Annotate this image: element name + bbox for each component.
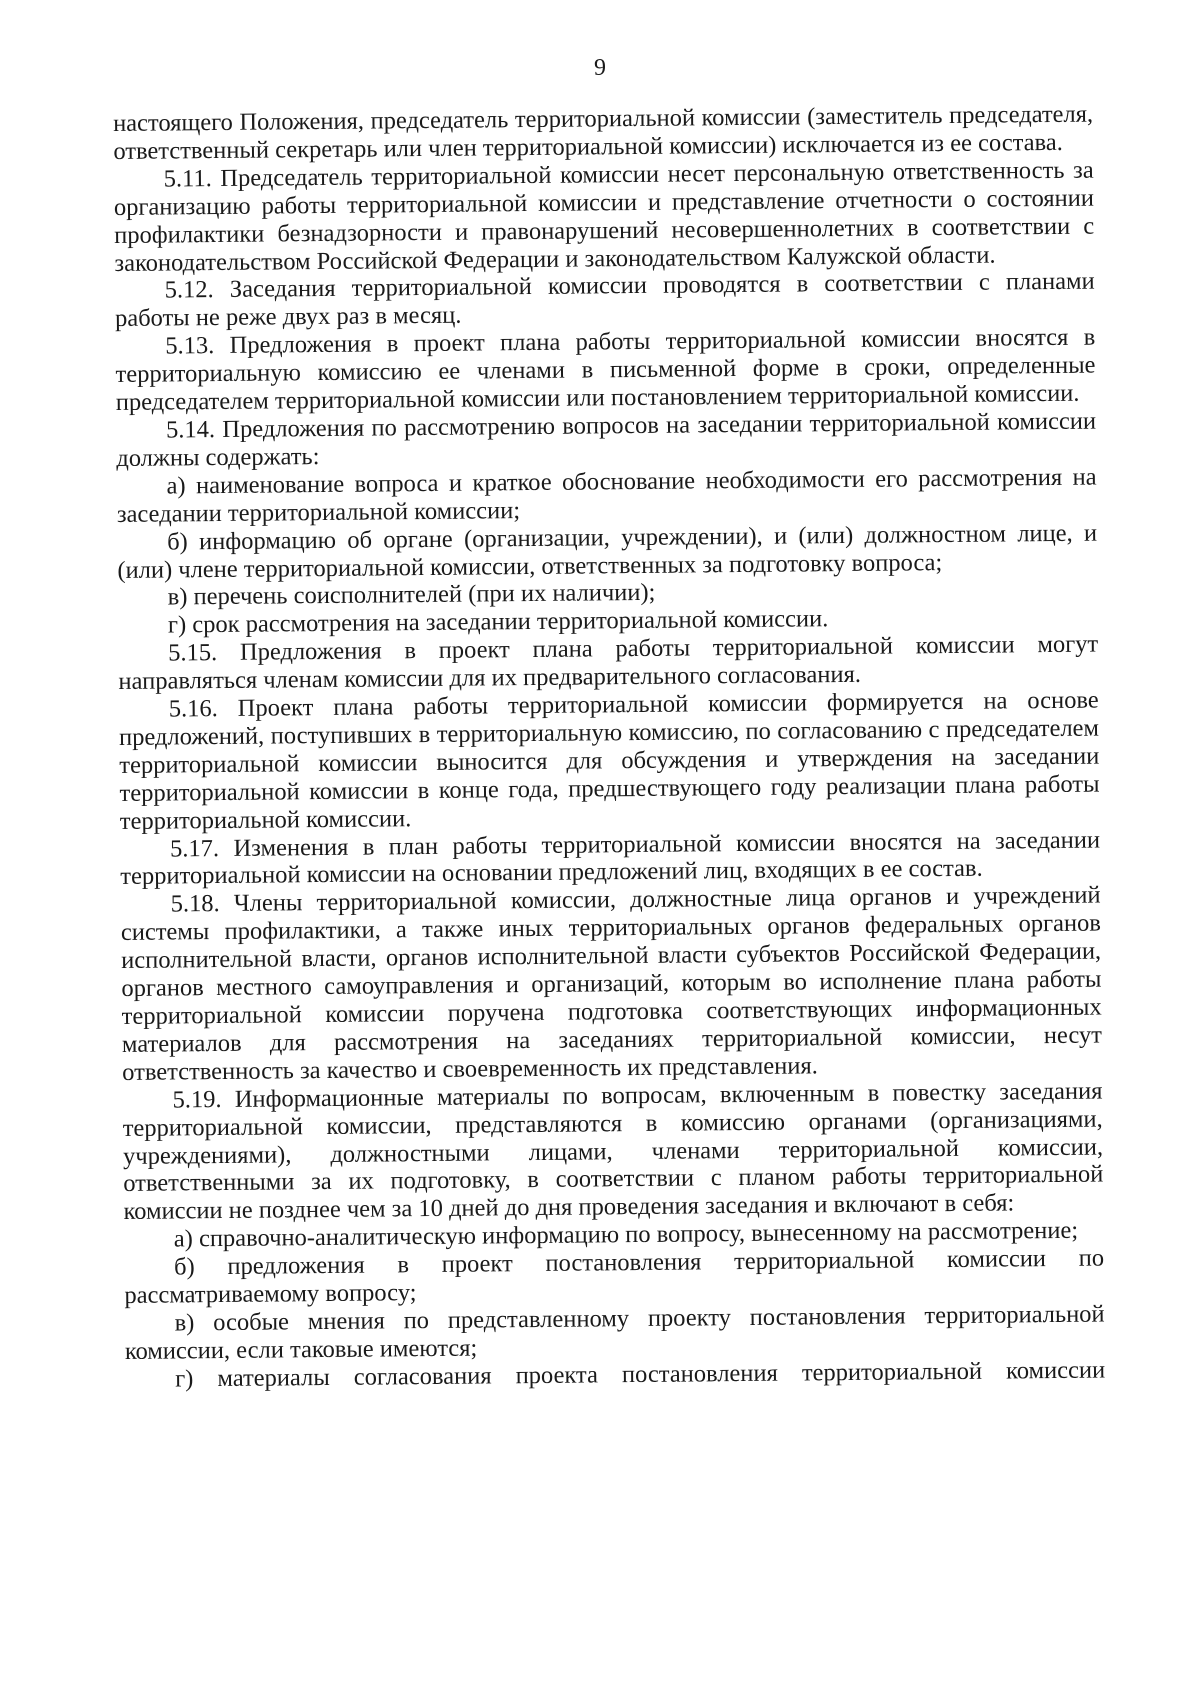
- paragraph-5-17: 5.17. Изменения в план работы территориальной комиссии вносятся на заседании территориальной комиссии на основании предложений лиц, входящих в ее состав.: [120, 826, 1101, 891]
- document-body: [113, 101, 1105, 1394]
- paragraph-5-19: 5.19. Информационные материалы по вопросам, включенным в повестку заседания территориальной комиссии, представляются в комиссию органами (организациями, учреждениями), должностными лицами, членами территориальной комиссии, ответственными за их подготовку, в соответствии с планом работы территориальной комиссии не позднее чем за 10 дней до дня проведения заседания и включают в себя:: [122, 1077, 1104, 1226]
- paragraph-5-16: 5.16. Проект плана работы территориальной комиссии формируется на основе предложений, поступивших в территориальную комиссию, по согласованию с председателем территориальной комиссии выносится для обсуждения и утверждения на заседании территориальной комиссии в конце года, предшествующего году реализации плана работы территориальной комиссии.: [118, 686, 1100, 835]
- paragraph-5-15: 5.15. Предложения в проект плана работы территориальной комиссии могут направляться членам комиссии для их предварительного согласования.: [118, 630, 1099, 696]
- paragraph-continuation: настоящего Положения, председатель территориальной комиссии (заместитель председателя, ответственный секретарь или член территориальной комиссии) исключается из ее состава.: [113, 100, 1094, 165]
- paragraph-5-12: 5.12. Заседания территориальной комиссии проводятся в соответствии с планами работы не реже двух раз в месяц.: [114, 268, 1095, 333]
- list-item-v: в) перечень соисполнителей (при их наличии);: [167, 579, 656, 611]
- page-number: 9: [594, 55, 606, 81]
- list-item-b-2: б) предложения в проект постановления территориальной комиссии по рассматриваемому вопросу;: [124, 1244, 1105, 1310]
- list-item-g: г) срок рассмотрения на заседании территориальной комиссии.: [167, 605, 829, 639]
- list-item-v-2: в) особые мнения по представленному проекту постановления территориальной комиссии, если таковые имеются;: [124, 1300, 1105, 1365]
- paragraph-5-11: 5.11. Председатель территориальной комиссии несет персональную ответственность за организацию работы территориальной комиссии и представление отчетности о состоянии профилактики безнадзорности и правонарушений несовершеннолетних в соответствии с законодательством Российской Федерации и законодательством Калужской области.: [113, 156, 1095, 277]
- list-item-g-2: г) материалы согласования проекта постановления территориальной комиссии: [175, 1356, 1106, 1393]
- list-item-a: а) наименование вопроса и краткое обоснование необходимости его рассмотрения на заседании территориальной комиссии;: [116, 463, 1097, 528]
- paragraph-5-13: 5.13. Предложения в проект плана работы территориальной комиссии вносятся в территориальную комиссию ее членами в письменной форме в сроки, определенные председателем территориальной комиссии или постановлением территориальной комиссии.: [115, 323, 1096, 417]
- list-item-b: б) информацию об органе (организации, учреждении), и (или) должностном лице, и (или) члене территориальной комиссии, ответственных за подготовку вопроса;: [117, 519, 1098, 584]
- paragraph-5-14: 5.14. Предложения по рассмотрению вопросов на заседании территориальной комиссии должны содержать:: [116, 407, 1097, 472]
- paragraph-5-18: 5.18. Члены территориальной комиссии, должностные лица органов и учреждений системы профилактики, а также иных территориальных органов федеральных органов исполнительной власти, органов исполнительной власти субъектов Российской Федерации, органов местного самоуправления и организаций, которым во исполнение плана работы территориальной комиссии поручена подготовка соответствующих информационных материалов для рассмотрения на заседаниях территориальной комиссии, несут ответственность за качество и своевременность их представления.: [120, 881, 1103, 1086]
- list-item-a-2: а) справочно-аналитическую информацию по вопросу, вынесенному на рассмотрение;: [173, 1217, 1079, 1253]
